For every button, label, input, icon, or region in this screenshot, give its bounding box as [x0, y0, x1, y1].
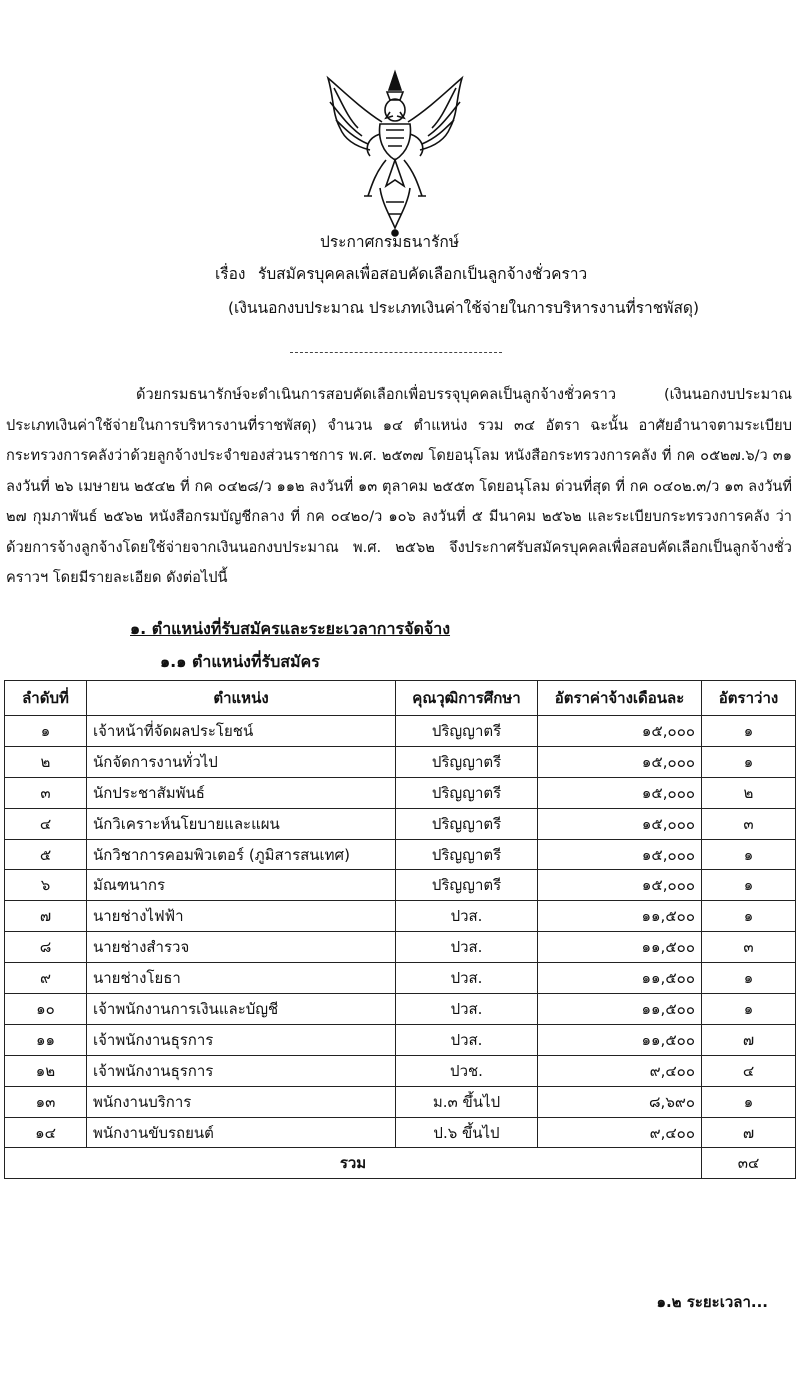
row-order: ๑: [5, 716, 87, 747]
divider: [290, 352, 502, 353]
table-row: [5, 963, 796, 994]
row-vacancies: ๑: [702, 994, 796, 1025]
row-order: ๙: [5, 963, 87, 994]
table-row: [5, 746, 796, 777]
header-order: ลำดับที่: [5, 681, 87, 716]
header-vacancies: อัตราว่าง: [702, 681, 796, 716]
announcement-title: ประกาศกรมธนารักษ์: [320, 233, 460, 251]
positions-table: [4, 680, 796, 1179]
row-education: ปวส.: [396, 1024, 538, 1055]
table-row: [5, 1117, 796, 1148]
row-education: ปริญญาตรี: [396, 808, 538, 839]
row-vacancies: ๗: [702, 1117, 796, 1148]
table-row: [5, 1086, 796, 1117]
row-salary: ๑๕,๐๐๐: [538, 808, 702, 839]
row-order: ๗: [5, 901, 87, 932]
row-vacancies: ๑: [702, 839, 796, 870]
row-education: ปริญญาตรี: [396, 870, 538, 901]
row-vacancies: ๓: [702, 932, 796, 963]
table-row: [5, 716, 796, 747]
row-position: นักวิเคราะห์นโยบายและแผน: [87, 808, 396, 839]
row-position: นักวิชาการคอมพิวเตอร์ (ภูมิสารสนเทศ): [87, 839, 396, 870]
table-row: [5, 994, 796, 1025]
row-order: ๓: [5, 777, 87, 808]
header-salary: อัตราค่าจ้างเดือนละ: [538, 681, 702, 716]
table-header-row: [5, 681, 796, 716]
row-education: ปริญญาตรี: [396, 839, 538, 870]
row-vacancies: ๗: [702, 1024, 796, 1055]
row-salary: ๑๕,๐๐๐: [538, 839, 702, 870]
row-position: นายช่างโยธา: [87, 963, 396, 994]
row-vacancies: ๒: [702, 777, 796, 808]
row-position: เจ้าพนักงานการเงินและบัญชี: [87, 994, 396, 1025]
row-education: ม.๓ ขึ้นไป: [396, 1086, 538, 1117]
row-vacancies: ๑: [702, 901, 796, 932]
row-order: ๑๑: [5, 1024, 87, 1055]
row-education: ป.๖ ขึ้นไป: [396, 1117, 538, 1148]
row-salary: ๑๕,๐๐๐: [538, 716, 702, 747]
row-salary: ๑๑,๕๐๐: [538, 963, 702, 994]
body-paragraph: ด้วยกรมธนารักษ์จะดำเนินการสอบคัดเลือกเพื่อบรรจุบุคคลเป็นลูกจ้างชั่วคราว (เงินนอกงบประมาณ ประเภทเงินค่าใช้จ่ายในการบริหารงานที่ราชพัสดุ) จำนวน ๑๔ ตำแหน่ง รวม ๓๔ อัตรา ฉะนั้น อาศัยอำนาจตามระเบียบกระทรวงการคลังว่าด้วยลูกจ้างประจำของส่วนราชการ พ.ศ. ๒๕๓๗ โดยอนุโลม หนังสือกระทรวงการคลัง ที่ กค ๐๕๒๗.๖/ว ๓๑ ลงวันที่ ๒๖ เมษายน ๒๕๔๒ ที่ กค ๐๔๒๘/ว ๑๑๒ ลงวันที่ ๑๓ ตุลาคม ๒๕๕๓ โดยอนุโลม ด่วนที่สุด ที่ กค ๐๔๐๒.๓/ว ๑๓ ลงวันที่ ๒๗ กุมภาพันธ์ ๒๕๖๒ หนังสือกรมบัญชีกลาง ที่ กค ๐๔๒๐/ว ๑๐๖ ลงวันที่ ๕ มีนาคม ๒๕๖๒ และระเบียบกระทรวงการคลัง ว่าด้วยการจ้างลูกจ้างโดยใช้จ่ายจากเงินนอกงบประมาณ พ.ศ. ๒๕๖๒ จึงประกาศรับสมัครบุคคลเพื่อสอบคัดเลือกเป็นลูกจ้างชั่วคราวฯ โดยมีรายละเอียด ดังต่อไปนี้: [6, 386, 792, 586]
total-value: ๓๔: [702, 1148, 796, 1179]
garuda-emblem-icon: [320, 68, 470, 238]
row-vacancies: ๑: [702, 963, 796, 994]
subject-text: รับสมัครบุคคลเพื่อสอบคัดเลือกเป็นลูกจ้างชั่วคราว: [258, 265, 588, 283]
row-vacancies: ๔: [702, 1055, 796, 1086]
total-row: [5, 1148, 796, 1179]
table-row: [5, 1024, 796, 1055]
row-education: ปวส.: [396, 901, 538, 932]
row-salary: ๑๕,๐๐๐: [538, 746, 702, 777]
row-order: ๘: [5, 932, 87, 963]
table-row: [5, 901, 796, 932]
row-position: นักประชาสัมพันธ์: [87, 777, 396, 808]
row-vacancies: ๓: [702, 808, 796, 839]
header-education: คุณวุฒิการศึกษา: [396, 681, 538, 716]
row-salary: ๑๑,๕๐๐: [538, 901, 702, 932]
row-salary: ๙,๔๐๐: [538, 1055, 702, 1086]
subject-subtitle: (เงินนอกงบประมาณ ประเภทเงินค่าใช้จ่ายในการบริหารงานที่ราชพัสดุ): [228, 299, 700, 317]
row-order: ๑๒: [5, 1055, 87, 1086]
row-position: นายช่างสำรวจ: [87, 932, 396, 963]
row-salary: ๑๑,๕๐๐: [538, 994, 702, 1025]
row-position: นักจัดการงานทั่วไป: [87, 746, 396, 777]
row-salary: ๑๑,๕๐๐: [538, 932, 702, 963]
row-salary: ๑๕,๐๐๐: [538, 870, 702, 901]
row-position: พนักงานขับรถยนต์: [87, 1117, 396, 1148]
table-row: [5, 870, 796, 901]
row-order: ๕: [5, 839, 87, 870]
row-salary: ๑๕,๐๐๐: [538, 777, 702, 808]
row-position: เจ้าหน้าที่จัดผลประโยชน์: [87, 716, 396, 747]
row-position: นายช่างไฟฟ้า: [87, 901, 396, 932]
row-vacancies: ๑: [702, 716, 796, 747]
row-position: เจ้าพนักงานธุรการ: [87, 1055, 396, 1086]
row-salary: ๘,๖๙๐: [538, 1086, 702, 1117]
table-row: [5, 777, 796, 808]
row-position: พนักงานบริการ: [87, 1086, 396, 1117]
row-education: ปริญญาตรี: [396, 746, 538, 777]
row-vacancies: ๑: [702, 870, 796, 901]
subject-label: เรื่อง: [215, 265, 246, 283]
table-row: [5, 808, 796, 839]
header-position: ตำแหน่ง: [87, 681, 396, 716]
row-education: ปวส.: [396, 994, 538, 1025]
row-order: ๑๔: [5, 1117, 87, 1148]
table-row: [5, 839, 796, 870]
section-1-heading: ๑. ตำแหน่งที่รับสมัครและระยะเวลาการจัดจ้าง: [130, 619, 451, 638]
row-order: ๔: [5, 808, 87, 839]
row-salary: ๑๑,๕๐๐: [538, 1024, 702, 1055]
table-row: [5, 1055, 796, 1086]
continuation-note: ๑.๒ ระยะเวลา...: [656, 1293, 768, 1311]
section-1-1-heading: ๑.๑ ตำแหน่งที่รับสมัคร: [160, 652, 320, 671]
row-vacancies: ๑: [702, 1086, 796, 1117]
row-education: ปริญญาตรี: [396, 777, 538, 808]
total-label: รวม: [5, 1148, 702, 1179]
row-order: ๑๐: [5, 994, 87, 1025]
row-education: ปริญญาตรี: [396, 716, 538, 747]
row-education: ปวช.: [396, 1055, 538, 1086]
row-education: ปวส.: [396, 932, 538, 963]
row-order: ๑๓: [5, 1086, 87, 1117]
row-order: ๖: [5, 870, 87, 901]
row-order: ๒: [5, 746, 87, 777]
row-vacancies: ๑: [702, 746, 796, 777]
row-salary: ๙,๔๐๐: [538, 1117, 702, 1148]
row-position: เจ้าพนักงานธุรการ: [87, 1024, 396, 1055]
row-education: ปวส.: [396, 963, 538, 994]
table-row: [5, 932, 796, 963]
row-position: มัณฑนากร: [87, 870, 396, 901]
